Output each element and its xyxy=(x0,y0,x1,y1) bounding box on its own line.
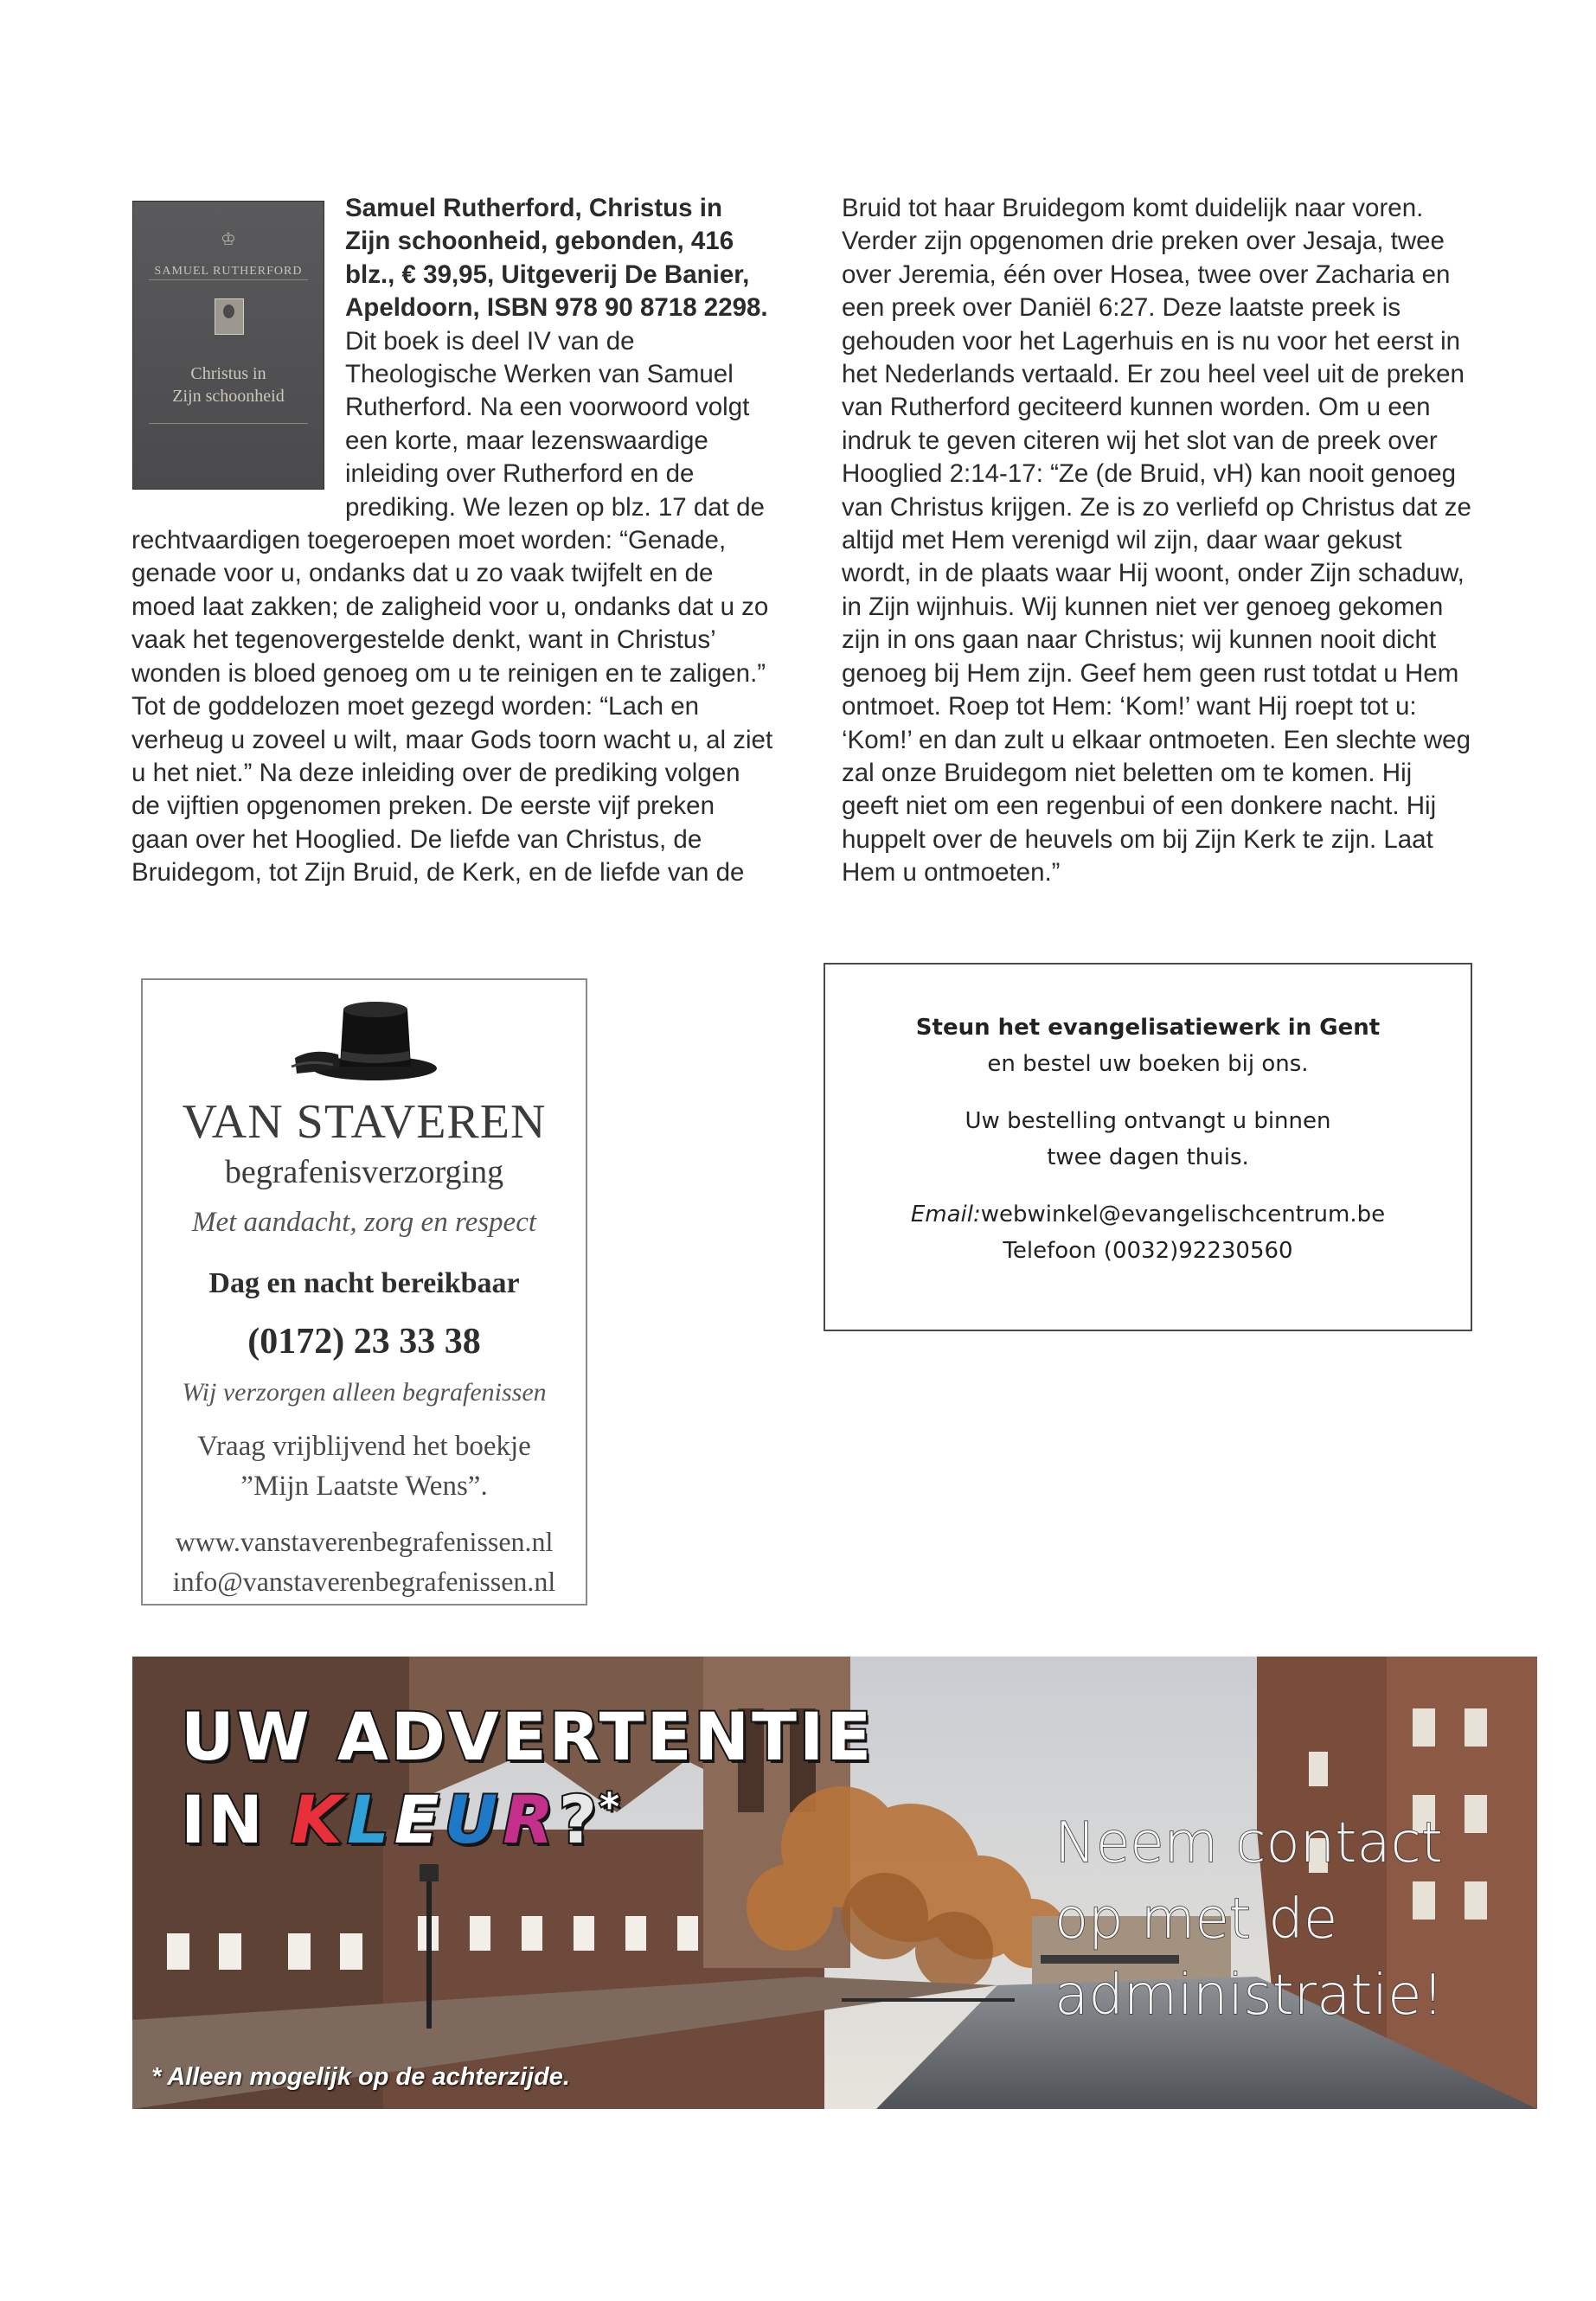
kleur-letter: E xyxy=(394,1781,445,1858)
booklet-line1: Vraag vrijblijvend het boekje xyxy=(197,1431,531,1462)
contact-line2: op met de xyxy=(1054,1888,1338,1952)
email-link[interactable]: info@vanstaverenbegrafenissen.nl xyxy=(172,1566,556,1597)
gent-line3: Uw bestelling ontvangt u binnen xyxy=(965,1108,1331,1134)
booklet-line2: ”Mijn Laatste Wens”. xyxy=(240,1471,488,1502)
book-cover-title-line1: Christus in xyxy=(190,364,266,383)
company-tagline: Met aandacht, zorg en respect xyxy=(191,1207,537,1238)
banner-in-word: IN xyxy=(181,1781,292,1858)
advertising-banner[interactable] xyxy=(132,1657,1537,2109)
article-left-column xyxy=(131,192,773,890)
banner-headline-line2 xyxy=(181,1781,622,1858)
question-mark: ? xyxy=(558,1781,599,1858)
gent-ad xyxy=(824,963,1472,1331)
book-cover-title xyxy=(133,362,324,407)
availability-text: Dag en nacht bereikbaar xyxy=(208,1267,520,1299)
cover-divider xyxy=(149,423,308,424)
gent-line2: en bestel uw boeken bij ons. xyxy=(987,1051,1309,1077)
book-cover-image xyxy=(132,201,324,490)
book-details: Samuel Rutherford, Christus in Zijn schoonheid, gebonden, 416 blz., € 39,95, Uitgeverij De Banier, Apeldoorn, ISBN 978 90 8718 2298. xyxy=(345,194,768,323)
company-name: VAN STAVEREN xyxy=(182,1095,547,1149)
contact-line1: Neem contact xyxy=(1054,1811,1443,1875)
article-body-right: Bruid tot haar Bruidegom komt duidelijk naar voren. Verder zijn opgenomen drie preken over Jesaja, twee over Jeremia, één over Hosea, twee over Zacharia en een preek over Daniël 6:27. Deze laatste preek is gehouden voor het Lagerhuis en is nu voor het eerst in het Nederlands vertaald. Er zou heel veel uit de preken van Rutherford geciteerd kunnen worden. Om u een indruk te geven citeren wij het slot van de preek over Hooglied 2:14-17: “Ze (de Bruid, vH) kan nooit genoeg van Christus krijgen. Ze is zo verliefd op Christus dat ze altijd met Hem verenigd wil zijn, daar waar gekust wordt, in de plaats waar Hij woont, onder Zijn schaduw, in Zijn wijnhuis. Wij kunnen niet ver genoeg gekomen zijn in ons gaan naar Christus; wij kunnen nooit dicht genoeg bij Hem zijn. Geef hem geen rust totdat u Hem ontmoet. Roep tot Hem: ‘Kom!’ want Hij roept tot u: ‘Kom!’ en dan zult u elkaar ontmoeten. Een slechte weg zal onze Bruidegom niet beletten om te komen. Hij geeft niet om een regenbui of een donkere nacht. Hij huppelt over de heuvels om bij Zijn Kerk te zijn. Laat Hem u ontmoeten.” xyxy=(842,194,1471,888)
banner-headline-line1: UW ADVERTENTIE xyxy=(181,1698,875,1775)
gent-email-line xyxy=(825,1196,1471,1233)
phone-number[interactable]: (0172) 23 33 38 xyxy=(247,1322,481,1362)
gent-heading: Steun het evangelisatiewerk in Gent xyxy=(915,1015,1381,1041)
kleur-letter: U xyxy=(444,1781,503,1858)
gent-line4: twee dagen thuis. xyxy=(1047,1144,1249,1170)
email-label: Email: xyxy=(910,1202,981,1227)
article-right-column xyxy=(842,192,1473,890)
kleur-word xyxy=(291,1781,559,1858)
contact-line3: administratie! xyxy=(1054,1964,1445,2028)
portrait-icon xyxy=(215,298,244,335)
kleur-letter: R xyxy=(503,1781,559,1858)
kleur-letter: K xyxy=(291,1781,348,1858)
asterisk-mark: * xyxy=(599,1785,622,1830)
article-body-left: Dit boek is deel IV van de Theologische Werken van Samuel Rutherford. Na een voorwoord volgt een korte, maar lezenswaardige inleiding over Rutherford en de prediking. We lezen op blz. 17 dat de rechtvaardigen toegeroepen moet worden: “Genade, genade voor u, ondanks dat u zo vaak twijfelt en de moed laat zakken; de zaligheid voor u, ondanks dat u zo vaak het tegenovergestelde denkt, want in Christus’ wonden is bloed genoeg om u te reinigen en te zaligen.” Tot de goddelozen moet gezegd worden: “Lach en verheug u zoveel u wilt, maar Gods toorn wacht u, al ziet u het niet.” Na deze inleiding over de prediking volgen de vijftien opgenomen preken. De eerste vijf preken gaan over het Hooglied. De liefde van Christus, de Bruidegom, tot Zijn Bruid, de Kerk, en de liefde van de xyxy=(131,326,773,888)
crown-icon: ♔ xyxy=(221,228,236,249)
kleur-letter: L xyxy=(347,1781,394,1858)
service-note: Wij verzorgen alleen begrafenissen xyxy=(182,1378,547,1407)
cover-divider xyxy=(149,279,308,280)
book-cover-title-line2: Zijn schoonheid xyxy=(172,387,285,406)
booklet-text xyxy=(143,1426,586,1506)
website-link[interactable]: www.vanstaverenbegrafenissen.nl xyxy=(175,1526,554,1557)
book-cover-author: SAMUEL RUTHERFORD xyxy=(154,265,303,278)
top-hat-icon xyxy=(288,990,444,1086)
banner-footnote: * Alleen mogelijk op de achterzijde. xyxy=(151,2063,570,2091)
van-staveren-ad xyxy=(141,978,587,1606)
gent-email-link[interactable]: webwinkel@evangelischcentrum.be xyxy=(980,1202,1386,1227)
contact-call-to-action xyxy=(1054,1805,1444,2034)
gent-phone: Telefoon (0032)92230560 xyxy=(1003,1238,1293,1264)
contact-links xyxy=(143,1522,586,1601)
company-subtitle: begrafenisverzorging xyxy=(224,1154,504,1190)
